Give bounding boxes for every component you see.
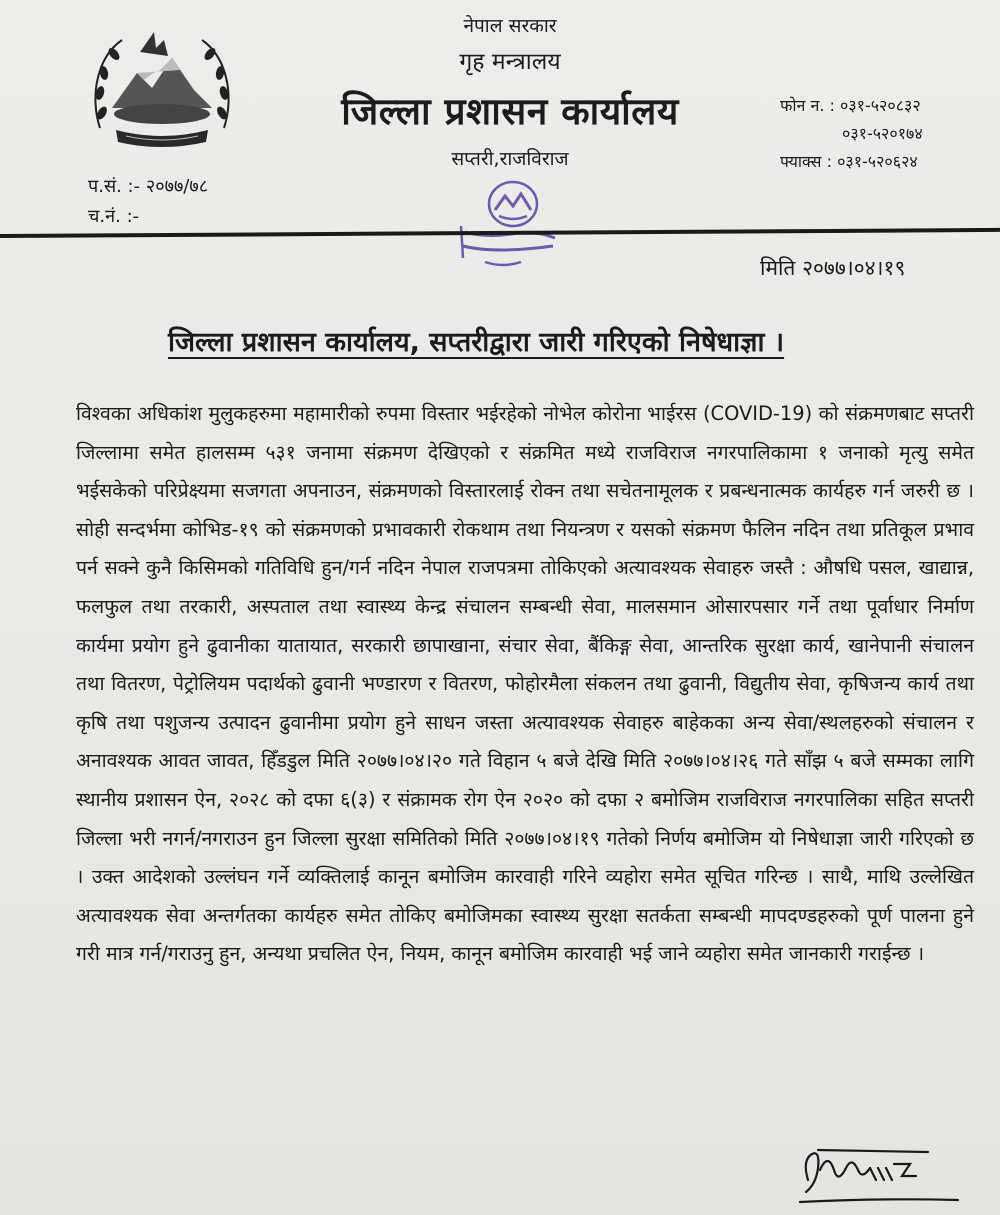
ps-label: प.सं. :-: [88, 176, 141, 197]
government-name: नेपाल सरकार: [463, 15, 557, 37]
phone-label: फोन न.: [780, 96, 825, 115]
office-address: सप्तरी,राजविराज: [451, 148, 569, 170]
office-name: जिल्ला प्रशासन कार्यालय: [341, 90, 679, 133]
letterhead: [300, 8, 720, 171]
ministry-name: गृह मन्त्रालय: [459, 49, 561, 75]
issue-date: मिति २०७७।०४।१९: [760, 256, 906, 280]
subject-heading: जिल्ला प्रशासन कार्यालय, सप्तरीद्वारा जारी गरिएको निषेधाज्ञा ।: [168, 327, 785, 358]
phone-number-1: ०३१-५२०८३२: [840, 96, 921, 115]
phone-number-2: ०३१-५२०१७४: [842, 124, 923, 143]
reference-numbers: [88, 172, 208, 232]
fax-label: फ्याक्स: [780, 152, 822, 171]
nepal-emblem-icon: [82, 18, 242, 158]
fax-number: ०३१-५२०६२४: [837, 152, 918, 171]
contact-info: फोन न. : ०३१-५२०८३२ ०३१-५२०१७४ फ्याक्स : ०३१-५२०६२४: [780, 96, 923, 171]
cn-label: च.नं. :-: [88, 206, 140, 227]
office-stamp-icon: [455, 176, 565, 276]
ps-value: २०७७/७८: [145, 176, 209, 197]
signature-icon: [798, 1140, 968, 1210]
order-body: विश्वका अधिकांश मुलुकहरुमा महामारीको रुपमा विस्तार भईरहेको नोभेल कोरोना भाईरस (COVID-19) को संक्रमणबाट सप्तरी जिल्लामा समेत हालसम्म ५३१ जनामा संक्रमण देखिएको र संक्रमित मध्ये राजविराज नगरपालिकामा १ जनाको मृत्यु समेत भईसकेको परिप्रेक्ष्यमा सजगता अपनाउन, संक्रमणको विस्तारलाई रोक्न तथा सचेतनामूलक र प्रबन्धनात्मक कार्यहरु गर्न जरुरी छ । सोही सन्दर्भमा कोभिड-१९ को संक्रमणको प्रभावकारी रोकथाम तथा नियन्त्रण र यसको संक्रमण फैलिन नदिन तथा प्रतिकूल प्रभाव पर्न सक्ने कुनै किसिमको गतिविधि हुन/गर्न नदिन नेपाल राजपत्रमा तोकिएको अत्यावश्यक सेवाहरु जस्तै : औषधि पसल, खाद्यान्न, फलफुल तथा तरकारी, अस्पताल तथा स्वास्थ्य केन्द्र संचालन सम्बन्धी सेवा, मालसमान ओसारपसार गर्ने तथा पूर्वाधार निर्माण कार्यमा प्रयोग हुने ढुवानीका यातायात, सरकारी छापाखाना, संचार सेवा, बैंकिङ्ग सेवा, आन्तरिक सुरक्षा कार्य, खानेपानी संचालन तथा वितरण, पेट्रोलियम पदार्थको ढुवानी भण्डारण र वितरण, फोहोरमैला संकलन तथा ढुवानी, विद्युतीय सेवा, कृषिजन्य कार्य तथा कृषि तथा पशुजन्य उत्पादन ढुवानीमा प्रयोग हुने साधन जस्ता अत्यावश्यक सेवाहरु बाहेकका अन्य सेवा/स्थलहरुको संचालन र अनावश्यक आवत जावत, हिँडडुल मिति २०७७।०४।२० गते विहान ५ बजे देखि मिति २०७७।०४।२६ गते साँझ ५ बजे सम्मका लागि स्थानीय प्रशासन ऐन, २०२८ को दफा ६(३) र संक्रामक रोग ऐन २०२० को दफा २ बमोजिम राजविराज नगरपालिका सहित सप्तरी जिल्ला भरी नगर्न/नगराउन हुन जिल्ला सुरक्षा समितिको मिति २०७७।०४।१९ गतेको निर्णय बमोजिम यो निषेधाज्ञा जारी गरिएको छ । उक्त आदेशको उल्लंघन गर्ने व्यक्तिलाई कानून बमोजिम कारवाही गरिने व्यहोरा समेत सूचित गरिन्छ । साथै, माथि उल्लेखित अत्यावश्यक सेवा अन्तर्गतका कार्यहरु समेत तोकिए बमोजिमका स्वास्थ्य सुरक्षा सतर्कता सम्बन्धी मापदण्डहरुको पूर्ण पालना हुने गरी मात्र गर्न/गराउनु हुन, अन्यथा प्रचलित ऐन, नियम, कानून बमोजिम कारवाही भई जाने व्यहोरा समेत जानकारी गराईन्छ ।: [76, 402, 974, 966]
